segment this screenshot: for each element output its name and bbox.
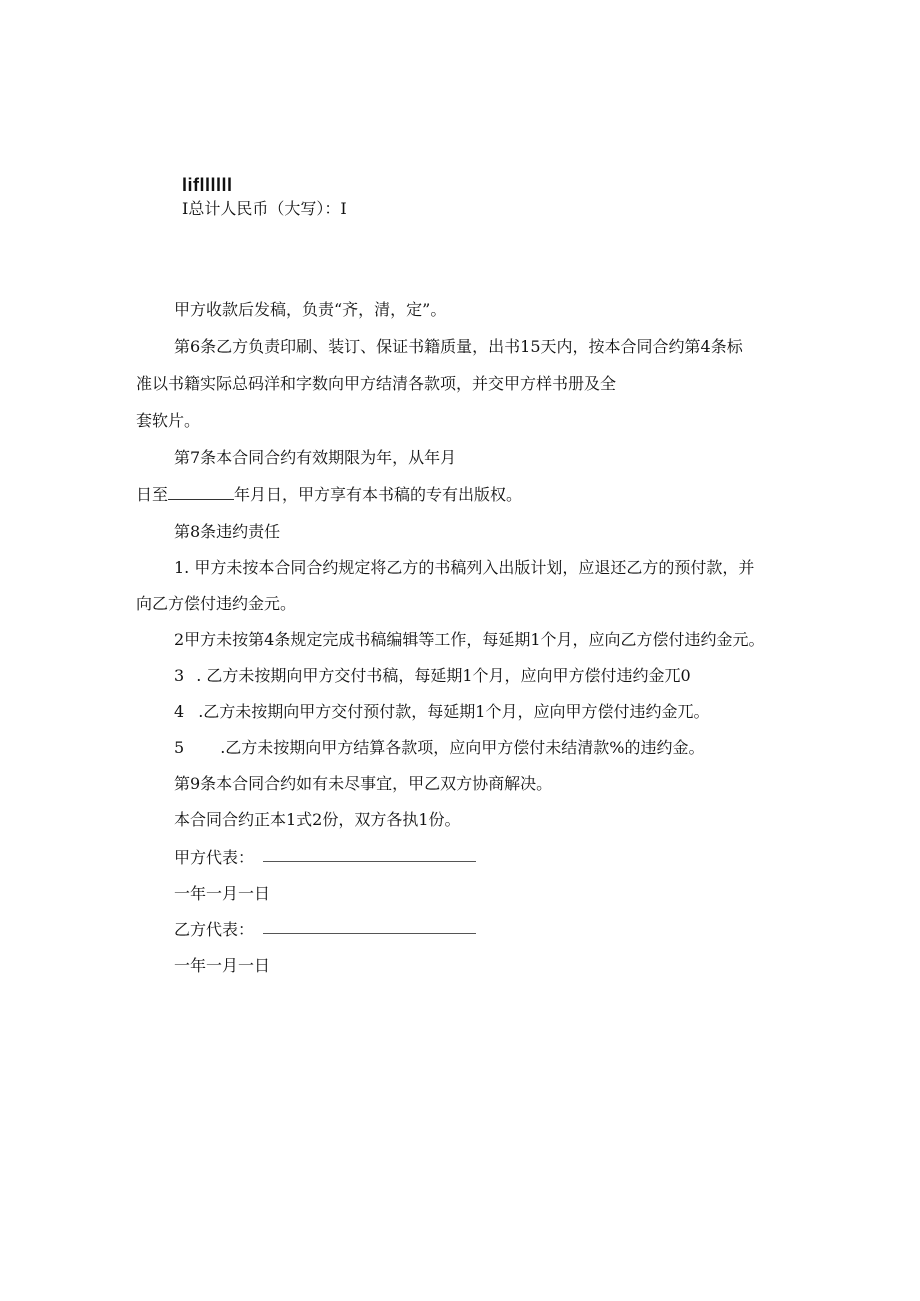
header-code: lifllllll xyxy=(182,175,233,195)
article-7-line-2 xyxy=(136,485,522,505)
article-7-line-1: 第7条本合同合约有效期限为年，从年月 xyxy=(174,448,457,467)
breach-item-3-number: 3 xyxy=(174,666,185,685)
party-b-signature-line xyxy=(263,933,476,934)
breach-item-5-text: .乙方未按期向甲方结算各款项，应向甲方偿付未结清款%的违约金。 xyxy=(220,738,705,757)
breach-item-3-text: . 乙方未按期向甲方交付书稿，每延期1个月，应向甲方偿付违约金兀0 xyxy=(196,666,691,685)
breach-item-4-number: 4 xyxy=(174,702,185,721)
party-a-label: 甲方代表： xyxy=(174,848,255,867)
breach-item-5 xyxy=(174,738,704,758)
article-7-prefix: 日至 xyxy=(136,485,169,504)
article-6-line-1: 第6条乙方负责印刷、装订、保证书籍质量，出书15天内，按本合同合约第4条标 xyxy=(174,337,743,356)
breach-item-4-text: .乙方未按期向甲方交付预付款，每延期1个月，应向甲方偿付违约金兀。 xyxy=(198,702,710,721)
total-amount-line: I总计人民币（大写）：I xyxy=(182,199,347,218)
article-7-suffix: 年月日，甲方享有本书稿的专有出版权。 xyxy=(234,485,523,504)
breach-item-2: 2甲方未按第4条规定完成书稿编辑等工作，每延期1个月，应向乙方偿付违约金元。 xyxy=(174,630,765,649)
breach-item-4 xyxy=(174,702,709,722)
breach-item-1-line-1: 1. 甲方未按本合同合约规定将乙方的书稿列入出版计划，应退还乙方的预付款，并 xyxy=(174,558,755,577)
paragraph-delivery: 甲方收款后发稿，负责“齐，清，定”。 xyxy=(174,300,447,319)
article-6-line-3: 套软片。 xyxy=(136,411,201,430)
date-blank xyxy=(168,485,234,500)
copies-clause: 本合同合约正本1式2份，双方各执1份。 xyxy=(174,810,461,829)
party-a-signature-line xyxy=(263,861,476,862)
breach-item-3 xyxy=(174,666,691,686)
breach-item-1-line-2: 向乙方偿付违约金元。 xyxy=(136,594,297,613)
article-8-heading: 第8条违约责任 xyxy=(174,522,281,541)
party-a-date: 一年一月一日 xyxy=(174,884,271,903)
article-6-line-2: 准以书籍实际总码洋和字数向甲方结清各款项，并交甲方样书册及全 xyxy=(136,374,617,393)
article-9: 第9条本合同合约如有未尽事宜，甲乙双方协商解决。 xyxy=(174,774,553,793)
party-b-label: 乙方代表： xyxy=(174,920,255,939)
breach-item-5-number: 5 xyxy=(174,738,185,757)
party-b-date: 一年一月一日 xyxy=(174,956,271,975)
